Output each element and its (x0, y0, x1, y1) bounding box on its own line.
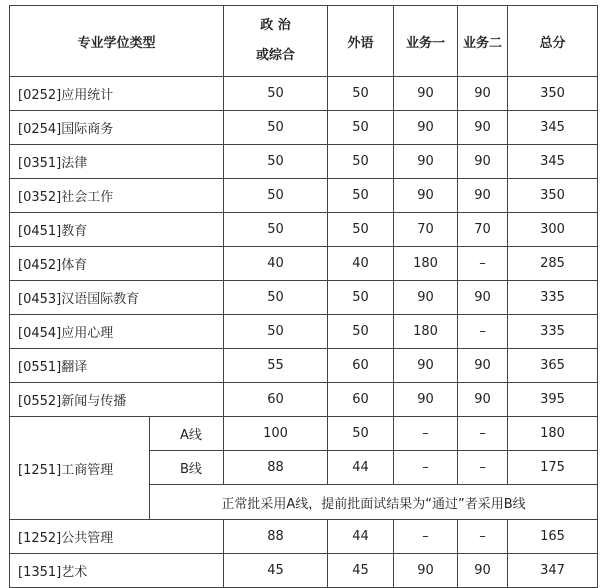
cell-subject2: 90 (458, 383, 508, 417)
cell-politics: 88 (224, 451, 328, 485)
cell-major: [1351]艺术 (10, 554, 224, 588)
cell-foreign: 50 (328, 417, 394, 451)
cell-major: [0252]应用统计 (10, 77, 224, 111)
cell-subject2: 90 (458, 554, 508, 588)
cell-total: 350 (508, 179, 598, 213)
cell-subject1: 90 (394, 349, 458, 383)
table-row (10, 77, 598, 111)
mba-note: 正常批采用A线，提前批面试结果为“通过”者采用B线 (150, 485, 598, 520)
cell-politics: 50 (224, 315, 328, 349)
header-politics-line1: 政 治 (260, 18, 291, 33)
cell-politics: 50 (224, 111, 328, 145)
cell-line-a-label: A线 (150, 417, 224, 451)
cell-subject2: – (458, 520, 508, 554)
cell-major: [0453]汉语国际教育 (10, 281, 224, 315)
table-row (10, 315, 598, 349)
cell-politics: 100 (224, 417, 328, 451)
cell-major: [0254]国际商务 (10, 111, 224, 145)
cell-foreign: 40 (328, 247, 394, 281)
cell-subject1: 70 (394, 213, 458, 247)
header-politics (224, 6, 328, 77)
table-row (10, 383, 598, 417)
table-row (10, 520, 598, 554)
cell-subject1: – (394, 417, 458, 451)
header-subject2: 业务二 (458, 6, 508, 77)
header-subject1: 业务一 (394, 6, 458, 77)
cell-total: 335 (508, 315, 598, 349)
cell-foreign: 50 (328, 281, 394, 315)
cell-subject1: 180 (394, 315, 458, 349)
cell-subject2: 90 (458, 77, 508, 111)
table-row (10, 247, 598, 281)
cell-subject2: – (458, 247, 508, 281)
cell-subject2: 90 (458, 179, 508, 213)
score-table (9, 5, 598, 588)
cell-subject1: 90 (394, 145, 458, 179)
cell-major: [0452]体育 (10, 247, 224, 281)
cell-foreign: 45 (328, 554, 394, 588)
header-row (10, 6, 598, 77)
table-row (10, 145, 598, 179)
cell-major: [0551]翻译 (10, 349, 224, 383)
cell-subject1: – (394, 451, 458, 485)
cell-total: 300 (508, 213, 598, 247)
cell-major: [0451]教育 (10, 213, 224, 247)
cell-foreign: 50 (328, 315, 394, 349)
header-category: 专业学位类型 (10, 6, 224, 77)
cell-total: 285 (508, 247, 598, 281)
cell-total: 180 (508, 417, 598, 451)
cell-politics: 88 (224, 520, 328, 554)
cell-subject1: 90 (394, 179, 458, 213)
cell-foreign: 44 (328, 520, 394, 554)
table-row (10, 213, 598, 247)
cell-subject2: – (458, 315, 508, 349)
header-foreign: 外语 (328, 6, 394, 77)
cell-major: [0352]社会工作 (10, 179, 224, 213)
cell-politics: 50 (224, 77, 328, 111)
cell-subject1: – (394, 520, 458, 554)
cell-subject1: 90 (394, 77, 458, 111)
cell-foreign: 60 (328, 383, 394, 417)
cell-major: [1252]公共管理 (10, 520, 224, 554)
cell-foreign: 50 (328, 77, 394, 111)
table-row (10, 179, 598, 213)
cell-politics: 50 (224, 145, 328, 179)
cell-line-b-label: B线 (150, 451, 224, 485)
cell-subject1: 90 (394, 281, 458, 315)
cell-subject2: 90 (458, 111, 508, 145)
cell-politics: 60 (224, 383, 328, 417)
cell-major: [0454]应用心理 (10, 315, 224, 349)
cell-subject2: 70 (458, 213, 508, 247)
cell-total: 365 (508, 349, 598, 383)
table-row (10, 349, 598, 383)
cell-politics: 40 (224, 247, 328, 281)
cell-major-mba: [1251]工商管理 (10, 417, 150, 520)
cell-foreign: 60 (328, 349, 394, 383)
cell-politics: 50 (224, 281, 328, 315)
cell-politics: 50 (224, 179, 328, 213)
cell-politics: 55 (224, 349, 328, 383)
cell-total: 345 (508, 145, 598, 179)
cell-total: 350 (508, 77, 598, 111)
cell-total: 175 (508, 451, 598, 485)
cell-subject1: 90 (394, 383, 458, 417)
cell-foreign: 50 (328, 145, 394, 179)
cell-total: 395 (508, 383, 598, 417)
cell-politics: 50 (224, 213, 328, 247)
cell-subject2: – (458, 417, 508, 451)
cell-foreign: 50 (328, 179, 394, 213)
cell-politics: 45 (224, 554, 328, 588)
cell-subject1: 180 (394, 247, 458, 281)
cell-subject1: 90 (394, 554, 458, 588)
cell-total: 345 (508, 111, 598, 145)
cell-total: 165 (508, 520, 598, 554)
cell-major: [0351]法律 (10, 145, 224, 179)
header-politics-line2: 或综合 (256, 48, 296, 63)
cell-subject1: 90 (394, 111, 458, 145)
cell-foreign: 50 (328, 111, 394, 145)
table-row (10, 111, 598, 145)
cell-subject2: 90 (458, 349, 508, 383)
cell-subject2: 90 (458, 145, 508, 179)
cell-subject2: – (458, 451, 508, 485)
cell-total: 347 (508, 554, 598, 588)
cell-foreign: 44 (328, 451, 394, 485)
table-row (10, 281, 598, 315)
cell-major: [0552]新闻与传播 (10, 383, 224, 417)
table-row (10, 554, 598, 588)
cell-subject2: 90 (458, 281, 508, 315)
table-row-mba-a (10, 417, 598, 451)
cell-total: 335 (508, 281, 598, 315)
cell-foreign: 50 (328, 213, 394, 247)
header-total: 总分 (508, 6, 598, 77)
